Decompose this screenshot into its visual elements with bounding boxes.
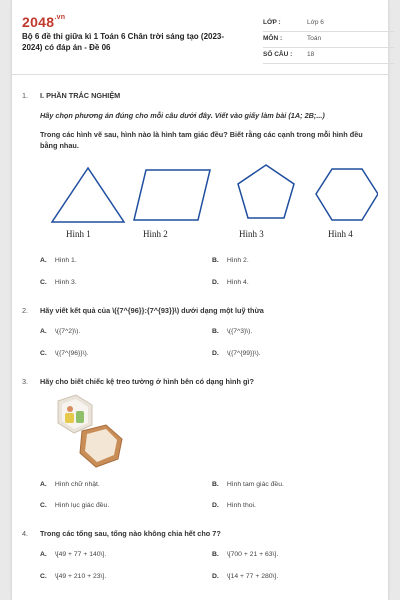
meta-label: MÔN : <box>263 35 283 42</box>
logo-suffix: .vn <box>54 14 66 21</box>
option-letter: A. <box>40 328 47 335</box>
option-text: \[700 + 21 + 63\]. <box>226 551 279 558</box>
meta-value: 18 <box>307 51 315 58</box>
document-title: Bộ 6 đề thi giữa kì 1 Toán 6 Chân trời sáng tạo (2023-2024) có đáp án - Đề 06 <box>22 32 225 52</box>
meta-value: Toán <box>307 35 322 42</box>
question-text: Hãy viết kết quả của \({7^{96}}:{7^{93}}\) dưới dạng một luỹ thừa <box>40 306 264 315</box>
option-text: \({7^2}\). <box>54 328 81 335</box>
section-title: I. PHẦN TRẮC NGHIỆM <box>40 91 121 100</box>
site-logo[interactable] <box>22 14 65 30</box>
shape-label-3: Hình 3 <box>239 229 264 239</box>
hexagon-shape <box>316 169 378 220</box>
option-text: \[49 + 77 + 140\]. <box>54 551 107 558</box>
option-letter: D. <box>212 279 219 286</box>
option-text: \[49 + 210 + 23\]. <box>54 573 107 580</box>
option-a[interactable] <box>40 328 80 335</box>
option-b[interactable] <box>212 551 278 558</box>
option-c[interactable] <box>40 502 109 509</box>
option-letter: A. <box>40 551 47 558</box>
meta-row-subject <box>263 32 395 48</box>
option-letter: D. <box>212 502 219 509</box>
shape-label-1: Hình 1 <box>66 229 91 239</box>
option-letter: C. <box>40 350 47 357</box>
option-b[interactable] <box>212 257 249 264</box>
option-d[interactable] <box>212 350 261 357</box>
option-text: \({7^{99}}\). <box>226 350 261 357</box>
option-letter: A. <box>40 481 47 488</box>
option-letter: C. <box>40 573 47 580</box>
page-header <box>22 14 378 64</box>
question-number: 2. <box>22 306 29 315</box>
meta-row-count <box>263 48 395 64</box>
option-text: Hình tam giác đều. <box>226 481 284 488</box>
option-text: Hình 1. <box>54 257 77 264</box>
option-letter: A. <box>40 257 47 264</box>
option-text: \({7^{96}}\). <box>54 350 89 357</box>
option-text: Hình thoi. <box>226 502 256 509</box>
question-number: 3. <box>22 377 29 386</box>
option-c[interactable] <box>40 350 89 357</box>
exam-meta <box>263 16 395 64</box>
meta-value: Lớp 6 <box>307 19 324 26</box>
option-a[interactable] <box>40 257 77 264</box>
option-letter: B. <box>212 257 219 264</box>
meta-label: SỐ CÂU : <box>263 51 293 58</box>
option-letter: D. <box>212 573 219 580</box>
triangle-shape <box>52 168 124 222</box>
option-letter: B. <box>212 551 219 558</box>
option-letter: B. <box>212 328 219 335</box>
option-c[interactable] <box>40 573 106 580</box>
option-b[interactable] <box>212 328 252 335</box>
instruction-text: Hãy chọn phương án đúng cho mỗi câu dưới đây. Viết vào giấy làm bài (1A; 2B;...) <box>40 111 325 120</box>
option-letter: C. <box>40 279 47 286</box>
question-text: Trong các hình vẽ sau, hình nào là hình tam giác đều? Biết rằng các cạnh trong mỗi hình đều bằng nhau. <box>40 130 363 150</box>
option-text: \[14 + 77 + 280\]. <box>226 573 279 580</box>
option-b[interactable] <box>212 481 284 488</box>
shape-label-4: Hình 4 <box>328 229 353 239</box>
pentagon-shape <box>238 165 294 218</box>
parallelogram-shape <box>134 170 210 220</box>
option-text: Hình 2. <box>226 257 249 264</box>
logo-text: 2048 <box>22 14 55 30</box>
shape-label-2: Hình 2 <box>143 229 168 239</box>
option-d[interactable] <box>212 279 249 286</box>
option-c[interactable] <box>40 279 77 286</box>
wall-shelf-image <box>40 393 130 473</box>
option-letter: B. <box>212 481 219 488</box>
option-d[interactable] <box>212 573 278 580</box>
option-a[interactable] <box>40 481 100 488</box>
option-letter: D. <box>212 350 219 357</box>
meta-row-class <box>263 16 395 32</box>
option-letter: C. <box>40 502 47 509</box>
option-text: Hình chữ nhật. <box>54 481 100 488</box>
question-text: Trong các tổng sau, tổng nào không chia hết cho 7? <box>40 529 221 538</box>
meta-label: LỚP : <box>263 19 281 26</box>
header-divider <box>12 74 388 75</box>
option-text: Hình lục giác đều. <box>54 502 110 509</box>
question-text: Hãy cho biết chiếc kệ treo tường ở hình bên có dạng hình gì? <box>40 377 254 386</box>
option-d[interactable] <box>212 502 256 509</box>
option-a[interactable] <box>40 551 106 558</box>
question-number: 4. <box>22 529 29 538</box>
option-text: \({7^3}\). <box>226 328 253 335</box>
question-number: 1. <box>22 91 29 100</box>
exam-page <box>12 0 388 600</box>
option-text: Hình 4. <box>226 279 249 286</box>
option-text: Hình 3. <box>54 279 77 286</box>
